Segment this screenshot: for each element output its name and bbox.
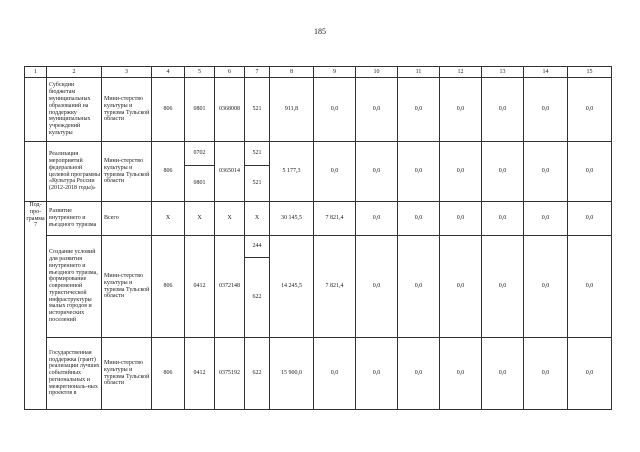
value-cell: 0,0 bbox=[356, 202, 398, 236]
value-cell: 14 245,5 bbox=[270, 236, 314, 338]
value-cell: 0,0 bbox=[482, 338, 524, 410]
value-cell: 0,0 bbox=[356, 78, 398, 142]
value-cell: 911,8 bbox=[270, 78, 314, 142]
grbs-cell: 806 bbox=[152, 142, 185, 202]
rzpr-cell: 0702 bbox=[185, 142, 215, 166]
csr-cell: 0368008 bbox=[215, 78, 245, 142]
vr-cell: 622 bbox=[245, 258, 270, 338]
value-cell: 0,0 bbox=[356, 338, 398, 410]
column-header: 8 bbox=[270, 67, 314, 78]
value-cell: 0,0 bbox=[568, 338, 612, 410]
value-cell: 0,0 bbox=[524, 236, 568, 338]
value-cell: 15 900,0 bbox=[270, 338, 314, 410]
value-cell: 7 821,4 bbox=[314, 236, 356, 338]
grbs-cell: 806 bbox=[152, 338, 185, 410]
value-cell: 0,0 bbox=[440, 202, 482, 236]
value-cell: 0,0 bbox=[440, 78, 482, 142]
subprogram-cell bbox=[25, 142, 47, 202]
column-header: 14 bbox=[524, 67, 568, 78]
value-cell: 0,0 bbox=[482, 78, 524, 142]
column-header: 3 bbox=[102, 67, 152, 78]
table-row bbox=[25, 236, 612, 258]
vr-cell: 521 bbox=[245, 166, 270, 202]
column-header: 12 bbox=[440, 67, 482, 78]
value-cell: 0,0 bbox=[482, 236, 524, 338]
value-cell: 0,0 bbox=[568, 78, 612, 142]
page-number: 185 bbox=[314, 27, 326, 36]
ministry-cell: Мини-стерство культуры и туризма Тульской области bbox=[102, 142, 152, 202]
csr-cell: 0372148 bbox=[215, 236, 245, 338]
value-cell: 7 821,4 bbox=[314, 202, 356, 236]
column-header: 15 bbox=[568, 67, 612, 78]
value-cell: 0,0 bbox=[482, 142, 524, 202]
grbs-cell: 806 bbox=[152, 236, 185, 338]
value-cell: 5 177,3 bbox=[270, 142, 314, 202]
event-name: Государственная поддержка (грант) реализации лучших событийных региональных и межрегиональ-ных проектов в bbox=[47, 338, 102, 410]
value-cell: 0,0 bbox=[314, 338, 356, 410]
column-header: 5 bbox=[185, 67, 215, 78]
table-row bbox=[25, 142, 612, 166]
header-row bbox=[25, 67, 612, 78]
column-header: 10 bbox=[356, 67, 398, 78]
value-cell: 0,0 bbox=[356, 236, 398, 338]
column-header: 13 bbox=[482, 67, 524, 78]
column-header: 9 bbox=[314, 67, 356, 78]
grbs-cell: X bbox=[152, 202, 185, 236]
subprogram-cell bbox=[25, 78, 47, 142]
value-cell: 0,0 bbox=[440, 142, 482, 202]
rzpr-cell: 0801 bbox=[185, 78, 215, 142]
column-header: 7 bbox=[245, 67, 270, 78]
ministry-cell: Мини-стерство культуры и туризма Тульской области bbox=[102, 338, 152, 410]
value-cell: 0,0 bbox=[398, 142, 440, 202]
rzpr-cell: X bbox=[185, 202, 215, 236]
value-cell: 0,0 bbox=[398, 78, 440, 142]
value-cell: 0,0 bbox=[314, 78, 356, 142]
value-cell: 0,0 bbox=[398, 338, 440, 410]
value-cell: 0,0 bbox=[524, 202, 568, 236]
value-cell: 0,0 bbox=[356, 142, 398, 202]
vr-cell: 622 bbox=[245, 338, 270, 410]
event-name: Реализация мероприятий федеральной целевой программы «Культура России (2012-2018 годы)» bbox=[47, 142, 102, 202]
column-header: 4 bbox=[152, 67, 185, 78]
grbs-cell: 806 bbox=[152, 78, 185, 142]
subprogram-cell: Под-про-грамма 7 bbox=[25, 202, 47, 410]
value-cell: 0,0 bbox=[568, 142, 612, 202]
csr-cell: X bbox=[215, 202, 245, 236]
table-row bbox=[25, 338, 612, 410]
value-cell: 0,0 bbox=[440, 236, 482, 338]
event-name: Субсидии бюджетам муниципальных образований на поддержку муниципальных учреждений культуры bbox=[47, 78, 102, 142]
vr-cell: 244 bbox=[245, 236, 270, 258]
value-cell: 0,0 bbox=[482, 202, 524, 236]
ministry-cell: Всего bbox=[102, 202, 152, 236]
csr-cell: 0365014 bbox=[215, 142, 245, 202]
value-cell: 0,0 bbox=[314, 142, 356, 202]
column-header: 2 bbox=[47, 67, 102, 78]
event-name: Создание условий для развития внутреннего и въездного туризма, формирование современной туристической инфраструктуры малых городов и исторических поселений bbox=[47, 236, 102, 338]
rzpr-cell: 0412 bbox=[185, 236, 215, 338]
rzpr-cell: 0412 bbox=[185, 338, 215, 410]
value-cell: 0,0 bbox=[398, 202, 440, 236]
value-cell: 0,0 bbox=[524, 142, 568, 202]
value-cell: 30 145,5 bbox=[270, 202, 314, 236]
ministry-cell: Мини-стерство культуры и туризма Тульской области bbox=[102, 236, 152, 338]
vr-cell: 521 bbox=[245, 78, 270, 142]
value-cell: 0,0 bbox=[398, 236, 440, 338]
value-cell: 0,0 bbox=[440, 338, 482, 410]
value-cell: 0,0 bbox=[524, 78, 568, 142]
table-row bbox=[25, 78, 612, 142]
budget-table bbox=[24, 66, 612, 410]
rzpr-cell: 0801 bbox=[185, 166, 215, 202]
column-header: 6 bbox=[215, 67, 245, 78]
column-header: 11 bbox=[398, 67, 440, 78]
table-row bbox=[25, 202, 612, 236]
column-header: 1 bbox=[25, 67, 47, 78]
vr-cell: 521 bbox=[245, 142, 270, 166]
event-name: Развитие внутреннего и въездного туризма bbox=[47, 202, 102, 236]
csr-cell: 0375192 bbox=[215, 338, 245, 410]
value-cell: 0,0 bbox=[524, 338, 568, 410]
value-cell: 0,0 bbox=[568, 236, 612, 338]
value-cell: 0,0 bbox=[568, 202, 612, 236]
ministry-cell: Мини-стерство культуры и туризма Тульской области bbox=[102, 78, 152, 142]
vr-cell: X bbox=[245, 202, 270, 236]
